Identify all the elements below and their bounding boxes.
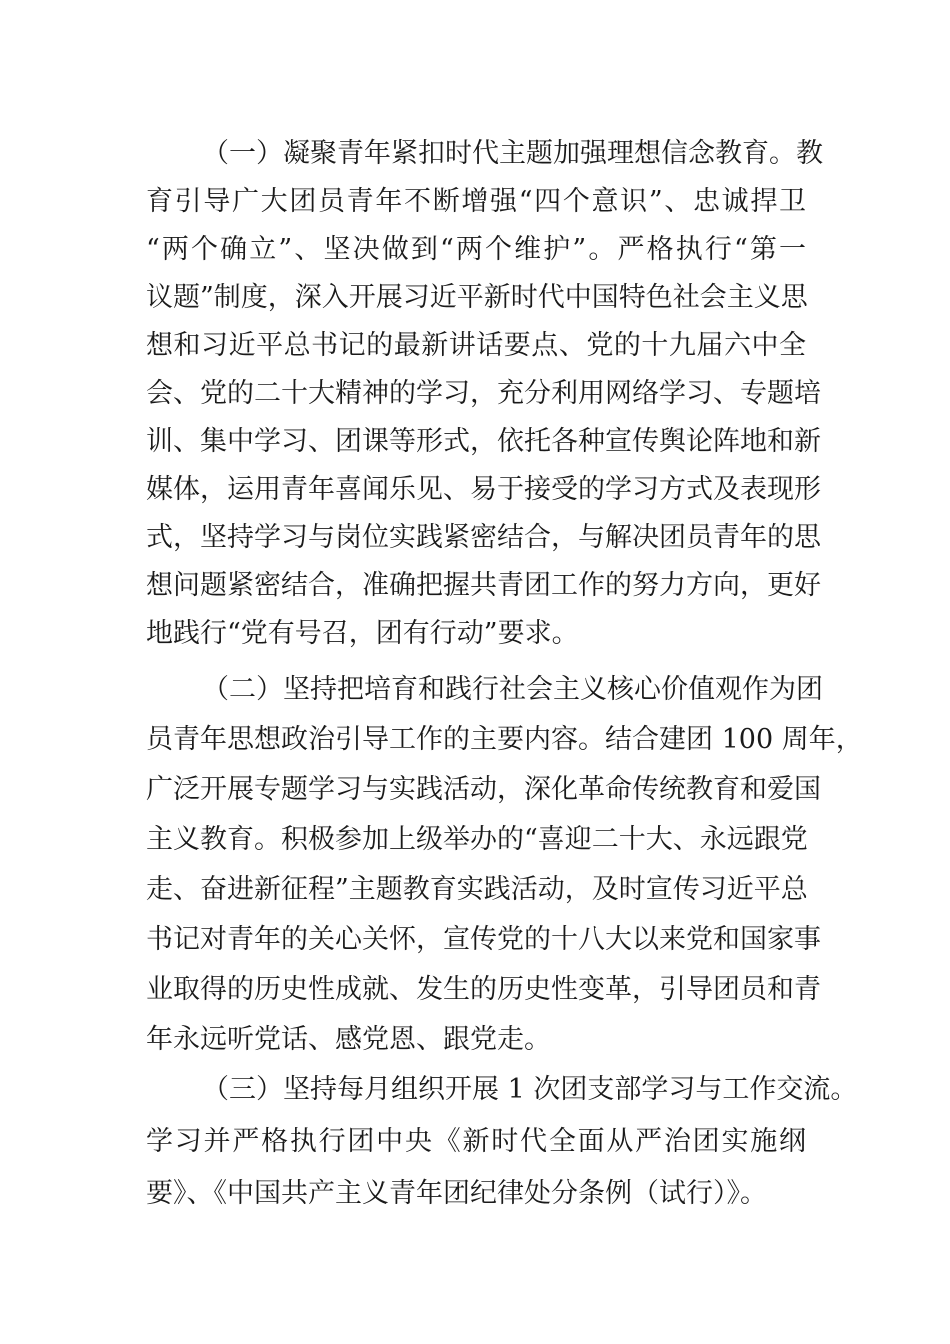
paragraph-3-line-3: 要》、《中国共产主义青年团纪律处分条例（试行）》。 bbox=[146, 1178, 767, 1209]
paragraph-1-line-3: “两个确立”、坚决做到“两个维护”。严格执行“第一 bbox=[146, 234, 806, 265]
paragraph-2-line-2: 员青年思想政治引导工作的主要内容。结合建团 100 周年， bbox=[146, 724, 863, 755]
paragraph-1-line-8: 媒体，运用青年喜闻乐见、易于接受的学习方式及表现形 bbox=[146, 474, 821, 505]
paragraph-1-line-5: 想和习近平总书记的最新讲话要点、党的十九届六中全 bbox=[146, 330, 806, 361]
paragraph-3-line-1: （三）坚持每月组织开展 1 次团支部学习与工作交流。 bbox=[202, 1074, 858, 1105]
paragraph-1-line-2: 育引导广大团员青年不断增强“四个意识”、忠诚捍卫 bbox=[146, 186, 806, 217]
paragraph-1-line-10: 想问题紧密结合，准确把握共青团工作的努力方向，更好 bbox=[146, 570, 821, 601]
paragraph-2-line-7: 业取得的历史性成就、发生的历史性变革，引导团员和青 bbox=[146, 974, 821, 1005]
paragraph-2-line-3: 广泛开展专题学习与实践活动，深化革命传统教育和爱国 bbox=[146, 774, 821, 805]
paragraph-1-line-11: 地践行“党有号召，团有行动”要求。 bbox=[146, 618, 579, 649]
paragraph-2-line-1: （二）坚持把培育和践行社会主义核心价值观作为团 bbox=[202, 674, 823, 705]
paragraph-2-line-4: 主义教育。积极参加上级举办的“喜迎二十大、永远跟党 bbox=[146, 824, 808, 855]
paragraph-2-line-5: 走、奋进新征程”主题教育实践活动，及时宣传习近平总 bbox=[146, 874, 808, 905]
paragraph-1-line-6: 会、党的二十大精神的学习，充分利用网络学习、专题培 bbox=[146, 378, 821, 409]
paragraph-2-line-8: 年永远听党话、感党恩、跟党走。 bbox=[146, 1024, 551, 1055]
paragraph-1-line-4: 议题”制度，深入开展习近平新时代中国特色社会主义思 bbox=[146, 282, 808, 313]
paragraph-1-line-7: 训、集中学习、团课等形式，依托各种宣传舆论阵地和新 bbox=[146, 426, 821, 457]
paragraph-1-line-9: 式，坚持学习与岗位实践紧密结合，与解决团员青年的思 bbox=[146, 522, 821, 553]
paragraph-3-line-2: 学习并严格执行团中央《新时代全面从严治团实施纲 bbox=[146, 1126, 806, 1157]
paragraph-1-line-1: （一）凝聚青年紧扣时代主题加强理想信念教育。教 bbox=[202, 138, 823, 169]
paragraph-2-line-6: 书记对青年的关心关怀，宣传党的十八大以来党和国家事 bbox=[146, 924, 821, 955]
